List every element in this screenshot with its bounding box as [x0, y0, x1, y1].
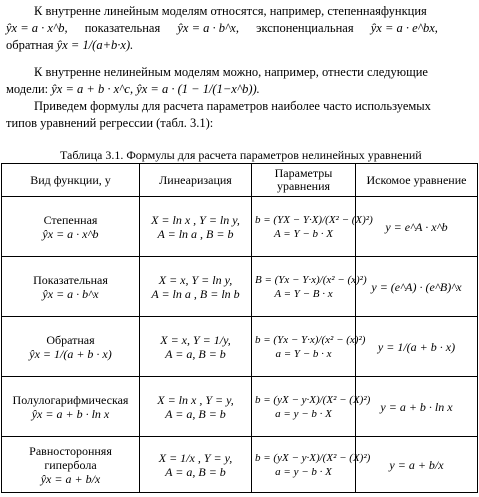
- cell-function: [2, 437, 140, 493]
- function-formula: ŷx = 1/(a + b · x): [29, 346, 112, 361]
- linearization-line: A = a, B = b: [165, 346, 226, 361]
- formula-power: ŷx = a · x^b,: [6, 21, 68, 35]
- table-row: [2, 317, 478, 377]
- cell-parameters: [252, 257, 367, 317]
- header-target-equation: Искомое уравнение: [356, 164, 478, 197]
- formula-nonlinear-models: ŷx = a + b · x^c, ŷx = a · (1 − 1/(1−x^b)).: [51, 82, 260, 96]
- linearization-line: A = a, B = b: [165, 406, 226, 421]
- paragraph-internal-linear-models: [6, 3, 469, 54]
- linearization-line: X = x, Y = ln y,: [158, 272, 233, 287]
- parameter-formula: b = (yX − y·X)/(X² − (X)²): [255, 393, 371, 406]
- function-formula: ŷx = a · b^x: [42, 286, 99, 301]
- table-row: [2, 437, 478, 493]
- parameter-formula: a = Y − b · x: [275, 347, 332, 360]
- table-row: [2, 377, 478, 437]
- linearization-line: X = 1/x , Y = y,: [158, 450, 233, 465]
- cell-parameters: [252, 317, 366, 377]
- linearization-line: X = x, Y = 1/y,: [160, 332, 231, 347]
- cell-function: [2, 317, 140, 377]
- function-name: Равносторонняя гипербола: [29, 443, 112, 472]
- function-name: Полулогарифмическая: [12, 392, 129, 407]
- cell-parameters: [252, 197, 373, 257]
- function-name: Показательная: [33, 272, 108, 287]
- formula-indicative: ŷx = a · b^x,: [177, 21, 239, 35]
- header-function-type: Вид функции, y: [2, 164, 140, 197]
- parameter-formula: a = y − b · X: [275, 465, 332, 478]
- cell-function: [2, 197, 140, 257]
- parameter-formula: b = (YX − Y·X)/(X² − (X)²): [255, 213, 373, 226]
- function-name: Обратная: [46, 332, 95, 347]
- label-exponential-base: показательная: [84, 21, 161, 35]
- regression-formulas-table: [1, 163, 478, 493]
- linearization-line: A = a, B = b: [165, 464, 226, 479]
- cell-equation: y = a + b · ln x: [356, 377, 478, 437]
- label-models: модели:: [6, 82, 49, 96]
- linearization-line: A = ln a , B = ln b: [151, 286, 240, 301]
- formula-exponential: ŷx = a · e^bx,: [370, 21, 438, 35]
- header-linearization: Линеаризация: [140, 164, 252, 197]
- function-name: Степенная: [43, 212, 98, 227]
- label-exponential: экспоненциальная: [256, 21, 354, 35]
- cell-equation: y = 1/(a + b · x): [356, 317, 478, 377]
- label-inverse: обратная: [6, 38, 54, 52]
- parameter-formula: a = y − b · X: [275, 407, 332, 420]
- parameter-formula: b = (yX − y·X)/(X² − (X)²): [255, 451, 371, 464]
- function-formula: ŷx = a + b/x: [40, 471, 101, 486]
- cell-parameters: [252, 437, 371, 493]
- cell-linearization: [140, 257, 252, 317]
- function-formula: ŷx = a + b · ln x: [31, 406, 110, 421]
- linearization-line: X = ln x , Y = y,: [157, 392, 234, 407]
- table-row: [2, 197, 478, 257]
- cell-linearization: [140, 197, 252, 257]
- linearization-line: X = ln x , Y = ln y,: [151, 212, 240, 227]
- cell-linearization: [140, 317, 252, 377]
- cell-linearization: [140, 377, 252, 437]
- linearization-line: A = ln a , B = b: [157, 226, 234, 241]
- table-row: [2, 257, 478, 317]
- cell-function: [2, 377, 140, 437]
- function-formula: ŷx = a · x^b: [42, 226, 99, 241]
- table-header-row: [2, 164, 478, 197]
- paragraph-text: Приведем формулы для расчета параметров наиболее часто используемых: [34, 99, 431, 113]
- parameter-formula: A = Y − b · X: [274, 227, 333, 240]
- parameter-formula: b = (Yx − Y·x)/(x² − (x)²): [255, 333, 366, 346]
- cell-function: [2, 257, 140, 317]
- parameter-formula: B = (Yx − Y·x)/(x² − (x)²): [255, 273, 367, 286]
- header-parameters: Параметры уравнения: [252, 164, 356, 197]
- paragraph-internal-nonlinear-models: [6, 64, 469, 98]
- parameter-formula: A = Y − B · x: [274, 287, 333, 300]
- cell-equation: y = a + b/x: [356, 437, 478, 493]
- paragraph-text: К внутренне линейным моделям относятся, например, степеннаяфункция: [34, 4, 427, 18]
- paragraph-table-intro: [6, 98, 469, 132]
- paragraph-text: К внутренне нелинейным моделям можно, например, отнести следующие: [34, 65, 428, 79]
- cell-equation: y = (e^A) · (e^B)^x: [356, 257, 478, 317]
- cell-linearization: [140, 437, 252, 493]
- table-caption: Таблица 3.1. Формулы для расчета параметров нелинейных уравнений: [60, 148, 422, 162]
- paragraph-text: типов уравнений регрессии (табл. 3.1):: [6, 116, 214, 130]
- cell-equation: y = e^A · x^b: [356, 197, 478, 257]
- formula-inverse: ŷx = 1/(a+b·x).: [56, 38, 134, 52]
- cell-parameters: [252, 377, 371, 437]
